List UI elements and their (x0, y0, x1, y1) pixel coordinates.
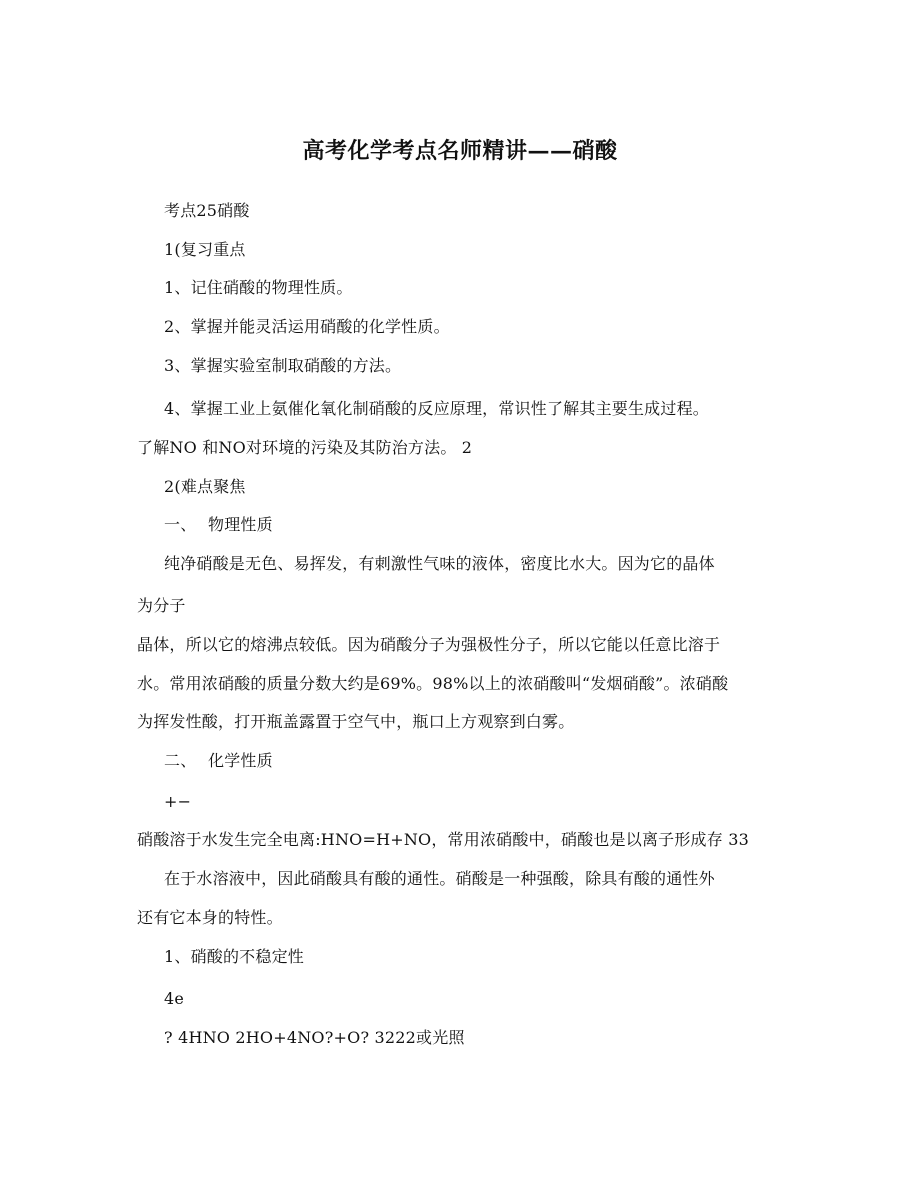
paragraph-line: 水。常用浓硝酸的质量分数大约是69%。98%以上的浓硝酸叫“发烟硝酸”。浓硝酸 (137, 674, 729, 693)
review-point-3: 3、掌握实验室制取硝酸的方法。 (164, 356, 402, 375)
section-1-number: 一、 (164, 515, 197, 534)
review-point-2: 2、掌握并能灵活运用硝酸的化学性质。 (164, 317, 450, 336)
paragraph-line: 在于水溶液中，因此硝酸具有酸的通性。硝酸是一种强酸，除具有酸的通性外 (164, 869, 715, 888)
difficulties-heading: 2(难点聚焦 (164, 477, 246, 496)
paragraph-line: 硝酸溶于水发生完全电离:HNO=H+NO，常用浓硝酸中，硝酸也是以离子形成存 33 (137, 830, 749, 849)
paragraph-line: 为挥发性酸，打开瓶盖露置于空气中，瓶口上方观察到白雾。 (137, 712, 575, 731)
subsection-heading: 1、硝酸的不稳定性 (164, 947, 304, 966)
review-point-4-continued: 了解NO 和NO对环境的污染及其防治方法。 2 (137, 438, 473, 457)
section-2-number: 二、 (164, 751, 197, 770)
paragraph-line: 为分子 (137, 596, 186, 615)
paragraph-line: 还有它本身的特性。 (137, 908, 283, 927)
review-point-1: 1、记住硝酸的物理性质。 (164, 278, 353, 297)
equation-annotation: 4e (164, 989, 185, 1008)
section-1-title: 物理性质 (208, 515, 273, 534)
charge-superscripts: +− (164, 792, 192, 811)
paragraph-line: 纯净硝酸是无色、易挥发，有刺激性气味的液体，密度比水大。因为它的晶体 (164, 554, 715, 573)
chemical-equation: ? 4HNO 2HO+4NO?+O? 3222或光照 (164, 1028, 465, 1047)
topic-heading: 考点25硝酸 (164, 201, 250, 220)
review-points-heading: 1(复习重点 (164, 240, 246, 259)
section-2-title: 化学性质 (208, 751, 273, 770)
review-point-4: 4、掌握工业上氨催化氧化制硝酸的反应原理，常识性了解其主要生成过程。 (164, 399, 709, 418)
document-title: 高考化学考点名师精讲——硝酸 (302, 138, 618, 164)
paragraph-line: 晶体，所以它的熔沸点较低。因为硝酸分子为强极性分子，所以它能以任意比溶于 (137, 635, 721, 654)
